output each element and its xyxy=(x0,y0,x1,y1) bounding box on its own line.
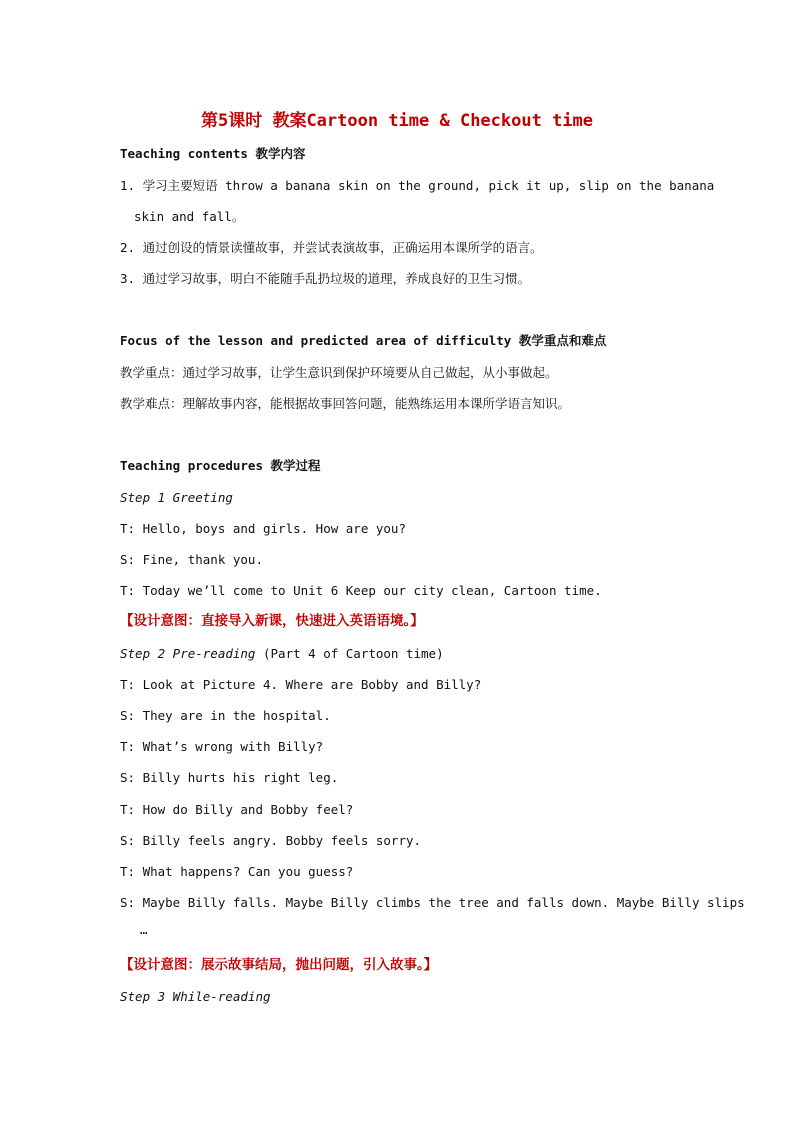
dialogue-line: S: Billy hurts his right leg. xyxy=(120,770,339,785)
step-2-header xyxy=(120,646,444,662)
focus-heading: Focus of the lesson and predicted area of difficulty 教学重点和难点 xyxy=(120,333,607,348)
dialogue-line: T: How do Billy and Bobby feel? xyxy=(120,802,354,817)
contents-item-2: 2. 通过创设的情景读懂故事，并尝试表演故事，正确运用本课所学的语言。 xyxy=(120,240,543,255)
dialogue-line: S: Maybe Billy falls. Maybe Billy climbs the tree and falls down. Maybe Billy slips xyxy=(120,895,745,910)
dialogue-line: T: What happens? Can you guess? xyxy=(120,864,354,879)
page-title: 第5课时 教案Cartoon time & Checkout time xyxy=(200,111,594,131)
design-intent-note: 【设计意图：直接导入新课，快速进入英语语境。】 xyxy=(120,613,424,629)
dialogue-line: S: They are in the hospital. xyxy=(120,708,331,723)
contents-item-1: 1. 学习主要短语 throw a banana skin on the ground, pick it up, slip on the banana xyxy=(120,178,715,193)
focus-difficulty: 教学难点：理解故事内容，能根据故事回答问题，能熟练运用本课所学语言知识。 xyxy=(120,396,571,411)
dialogue-line: T: What’s wrong with Billy? xyxy=(120,739,324,754)
contents-heading: Teaching contents 教学内容 xyxy=(120,146,306,161)
step-1-title: Step 1 Greeting xyxy=(120,490,233,505)
dialogue-line: S: Fine, thank you. xyxy=(120,552,263,567)
step-3-title: Step 3 While-reading xyxy=(120,989,271,1004)
dialogue-line: T: Look at Picture 4. Where are Bobby and Billy? xyxy=(120,677,482,692)
dialogue-line-cont: … xyxy=(140,922,148,937)
step-2-subtitle: (Part 4 of Cartoon time) xyxy=(255,646,444,661)
focus-key-point: 教学重点：通过学习故事，让学生意识到保护环境要从自己做起，从小事做起。 xyxy=(120,365,558,380)
procedures-heading: Teaching procedures 教学过程 xyxy=(120,458,321,473)
step-2-title: Step 2 Pre-reading xyxy=(120,646,256,661)
contents-item-1-cont: skin and fall。 xyxy=(134,209,245,224)
dialogue-line: T: Hello, boys and girls. How are you? xyxy=(120,521,406,536)
contents-item-3: 3. 通过学习故事，明白不能随手乱扔垃圾的道理，养成良好的卫生习惯。 xyxy=(120,271,531,286)
dialogue-line: T: Today we’ll come to Unit 6 Keep our city clean, Cartoon time. xyxy=(120,583,602,598)
design-intent-note: 【设计意图：展示故事结局，抛出问题，引入故事。】 xyxy=(120,957,438,973)
dialogue-line: S: Billy feels angry. Bobby feels sorry. xyxy=(120,833,422,848)
